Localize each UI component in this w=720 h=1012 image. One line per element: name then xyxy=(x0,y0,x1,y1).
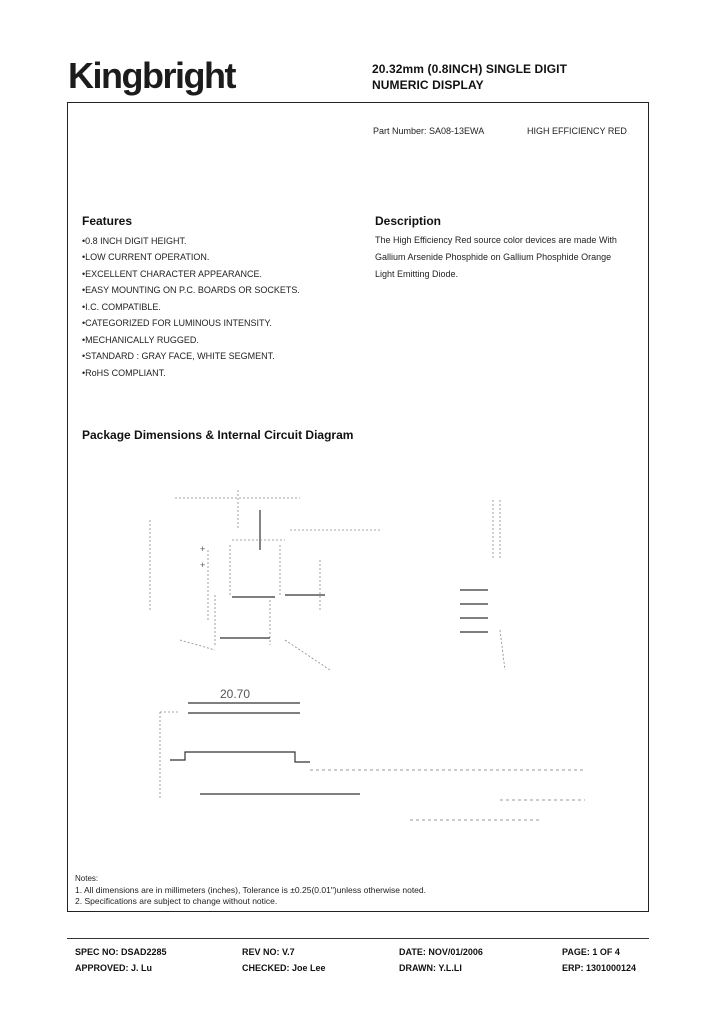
title-line-1: 20.32mm (0.8INCH) SINGLE DIGIT xyxy=(372,62,568,76)
feature-item: •I.C. COMPATIBLE. xyxy=(82,302,161,312)
feature-item: •STANDARD : GRAY FACE, WHITE SEGMENT. xyxy=(82,351,275,361)
description-line: The High Efficiency Red source color devices are made With xyxy=(375,235,617,245)
footer-divider xyxy=(67,938,649,939)
title-line-2: NUMERIC DISPLAY xyxy=(372,78,484,92)
kingbright-logo: Kingbright xyxy=(68,55,235,96)
part-color: HIGH EFFICIENCY RED xyxy=(527,126,627,136)
feature-item: •CATEGORIZED FOR LUMINOUS INTENSITY. xyxy=(82,318,272,328)
package-drawing xyxy=(120,480,600,840)
description-body xyxy=(375,232,639,283)
approved-by: APPROVED: J. Lu xyxy=(75,963,153,973)
spec-no: SPEC NO: DSAD2285 xyxy=(75,947,167,957)
notes-title: Notes: xyxy=(75,874,99,883)
part-number: Part Number: SA08-13EWA xyxy=(373,126,485,136)
page-number: PAGE: 1 OF 4 xyxy=(562,947,620,957)
erp-number: ERP: 1301000124 xyxy=(562,963,637,973)
svg-text:+: + xyxy=(200,560,206,570)
rev-no: REV NO: V.7 xyxy=(242,947,295,957)
dim-width-label: 20.70 xyxy=(220,687,251,701)
feature-item: •EASY MOUNTING ON P.C. BOARDS OR SOCKETS. xyxy=(82,285,300,295)
side-profile xyxy=(170,752,310,762)
note-1: 1. All dimensions are in millimeters (inches), Tolerance is ±0.25(0.01")unless otherwise noted. xyxy=(75,885,426,895)
feature-item: •MECHANICALLY RUGGED. xyxy=(82,335,199,345)
package-title: Package Dimensions & Internal Circuit Diagram xyxy=(82,428,354,442)
date: DATE: NOV/01/2006 xyxy=(399,947,483,957)
description-title: Description xyxy=(375,214,442,228)
feature-item: •RoHS COMPLIANT. xyxy=(82,368,166,378)
description-line: Gallium Arsenide Phosphide on Gallium Phosphide Orange xyxy=(375,252,612,262)
note-2: 2. Specifications are subject to change without notice. xyxy=(75,896,278,906)
features-title: Features xyxy=(82,214,133,228)
svg-text:+: + xyxy=(200,544,206,554)
feature-item: •LOW CURRENT OPERATION. xyxy=(82,252,210,262)
feature-item: •0.8 INCH DIGIT HEIGHT. xyxy=(82,236,187,246)
description-line: Light Emitting Diode. xyxy=(375,269,459,279)
feature-item: •EXCELLENT CHARACTER APPEARANCE. xyxy=(82,269,263,279)
drawn-by: DRAWN: Y.L.LI xyxy=(399,963,462,973)
checked-by: CHECKED: Joe Lee xyxy=(242,963,326,973)
